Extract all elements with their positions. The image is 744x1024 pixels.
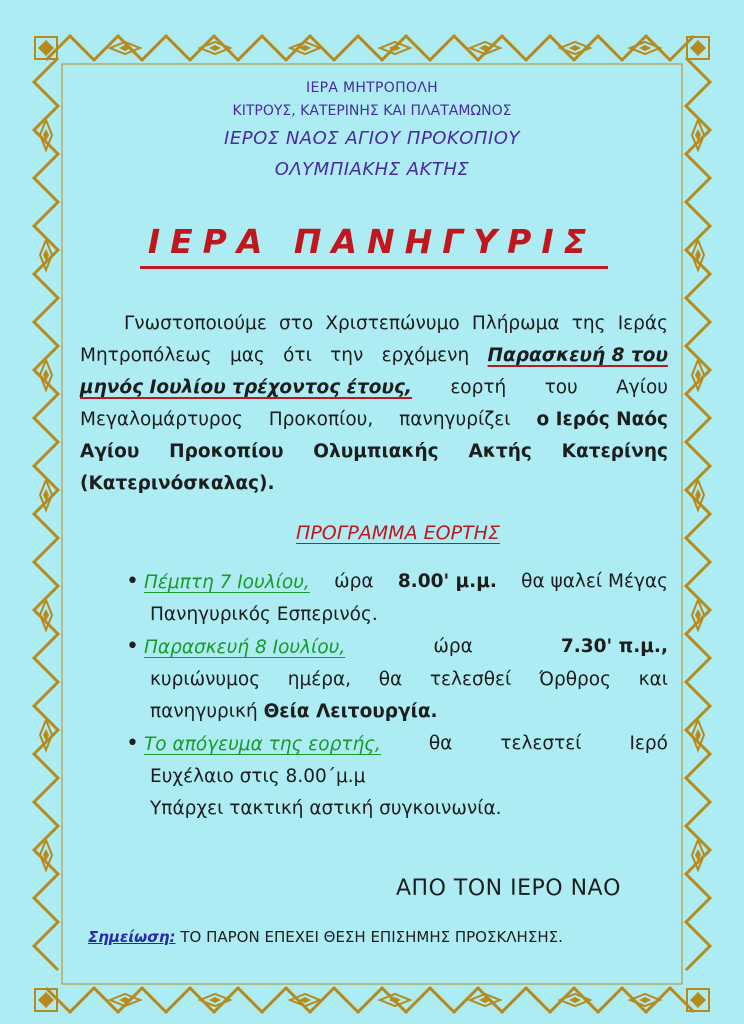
header-church: ΙΕΡΟΣ ΝΑΟΣ ΑΓΙΟΥ ΠΡΟΚΟΠΙΟΥ: [224, 128, 520, 149]
program-item-1: • Πέμπτη 7 Ιουλίου, ώρα 8.00' μ.μ. θα ψαλεί Μέγας: [126, 566, 668, 599]
note-label: Σημείωση:: [88, 928, 176, 946]
program-item-2: • Παρασκευή 8 Ιουλίου, ώρα 7.30' π.μ.,: [126, 631, 668, 664]
border-zigzag-top: [46, 36, 694, 60]
border-zigzag-left: [34, 58, 58, 970]
note-text: ΤΟ ΠΑΡΟΝ ΕΠΕΧΕΙ ΘΕΣΗ ΕΠΙΣΗΜΗΣ ΠΡΟΣΚΛΗΣΗΣ.: [180, 928, 563, 946]
border-zigzag-right: [686, 58, 710, 970]
program-item-3: • Το απόγευμα της εορτής, θα τελεστεί Ιερό: [126, 728, 668, 761]
note-line: [88, 928, 563, 946]
program-heading: ΠΡΟΓΡΑΜΜΑ ΕΟΡΤΗΣ: [296, 522, 500, 544]
para-line-6: (Κατερινόσκαλας).: [80, 473, 275, 494]
program-item-1-cont: Πανηγυρικός Εσπερινός.: [150, 604, 378, 625]
transport-note: Υπάρχει τακτική αστική συγκοινωνία.: [150, 798, 502, 819]
program-item-2-cont2: πανηγυρική Θεία Λειτουργία.: [150, 701, 438, 722]
title-underline: [140, 266, 608, 269]
bullet-icon: •: [126, 731, 139, 756]
feast-date-part2: μηνός Ιουλίου τρέχοντος έτους,: [80, 377, 412, 398]
para-line-3: μηνός Ιουλίου τρέχοντος έτους, εορτή του Αγίου: [80, 372, 668, 404]
para-line-1: Γνωστοποιούμε στο Χριστεπώνυμο Πλήρωμα της Ιεράς: [124, 313, 668, 334]
header-location: ΟΛΥΜΠΙΑΚΗΣ ΑΚΤΗΣ: [274, 159, 470, 180]
page-title: [0, 222, 744, 261]
feast-date-part1: Παρασκευή 8 του: [487, 345, 668, 366]
para-line-2: Μητροπόλεως μας ότι την ερχόμενη Παρασκευή 8 του: [80, 340, 668, 372]
header-dioceses: ΚΙΤΡΟΥΣ, ΚΑΤΕΡΙΝΗΣ ΚΑΙ ΠΛΑΤΑΜΩΝΟΣ: [232, 103, 512, 119]
bullet-icon: •: [126, 569, 139, 594]
program-list: [126, 566, 668, 825]
header-metropolis: ΙΕΡΑ ΜΗΤΡΟΠΟΛΗ: [306, 80, 438, 96]
bullet-icon: •: [126, 634, 139, 659]
para-line-4: Μεγαλομάρτυρος Προκοπίου, πανηγυρίζει ο Ιερός Ναός: [80, 409, 668, 430]
program-item-2-cont: κυριώνυμος ημέρα, θα τελεσθεί Όρθρος και: [150, 669, 668, 690]
announcement-paragraph: [80, 308, 668, 500]
border-zigzag-bottom: [46, 988, 694, 1012]
title-text: ΙΕΡΑ ΠΑΝΗΓΥΡΙΣ: [147, 222, 597, 261]
signature: ΑΠΟ ΤΟΝ ΙΕΡΟ ΝΑΟ: [396, 876, 621, 901]
program-item-3-cont: Ευχέλαιο στις 8.00΄μ.μ: [150, 766, 366, 787]
para-line-5: Αγίου Προκοπίου Ολυμπιακής Ακτής Κατερίνης: [80, 441, 668, 462]
